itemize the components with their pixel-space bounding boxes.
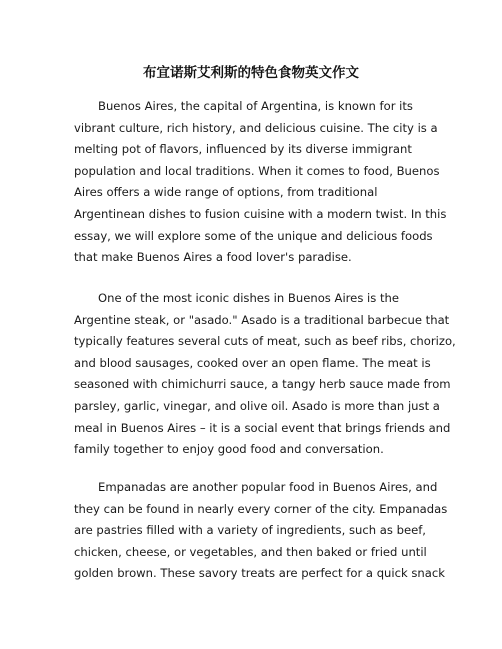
text-line: seasoned with chimichurri sauce, a tangy herb sauce made from — [74, 377, 451, 392]
text-line: family together to enjoy good food and conversation. — [74, 442, 384, 457]
paragraph-asado — [74, 288, 456, 461]
text-line: typically features several cuts of meat, such as beef ribs, chorizo, — [74, 334, 456, 349]
text-line: Aires offers a wide range of options, from traditional — [74, 185, 378, 200]
paragraph-intro — [74, 96, 447, 269]
text-line: meal in Buenos Aires – it is a social event that brings friends and — [74, 420, 451, 435]
text-line: that make Buenos Aires a food lover's paradise. — [74, 250, 352, 265]
text-line: essay, we will explore some of the unique and delicious foods — [74, 228, 433, 243]
text-line: golden brown. These savory treats are perfect for a quick snack — [74, 566, 445, 581]
text-line: they can be found in nearly every corner of the city. Empanadas — [74, 501, 448, 516]
text-line: and blood sausages, cooked over an open flame. The meat is — [74, 355, 431, 370]
text-line: melting pot of flavors, influenced by its diverse immigrant — [74, 142, 412, 157]
text-line: Buenos Aires, the capital of Argentina, is known for its — [98, 99, 413, 113]
text-line: are pastries filled with a variety of ingredients, such as beef, — [74, 523, 426, 538]
text-line: Argentine steak, or "asado." Asado is a traditional barbecue that — [74, 312, 450, 327]
text-line: parsley, garlic, vinegar, and olive oil. Asado is more than just a — [74, 398, 440, 413]
text-line: Empanadas are another popular food in Buenos Aires, and — [98, 480, 438, 494]
text-line: chicken, cheese, or vegetables, and then baked or fried until — [74, 544, 427, 559]
text-line: Argentinean dishes to fusion cuisine with a modern twist. In this — [74, 206, 447, 221]
text-line: vibrant culture, rich history, and delicious cuisine. The city is a — [74, 120, 438, 135]
paragraph-empanadas — [74, 477, 448, 585]
document-title: 布宜诺斯艾利斯的特色食物英文作文 — [143, 65, 359, 81]
text-line: One of the most iconic dishes in Buenos Aires is the — [98, 291, 400, 305]
text-line: population and local traditions. When it comes to food, Buenos — [74, 163, 440, 178]
